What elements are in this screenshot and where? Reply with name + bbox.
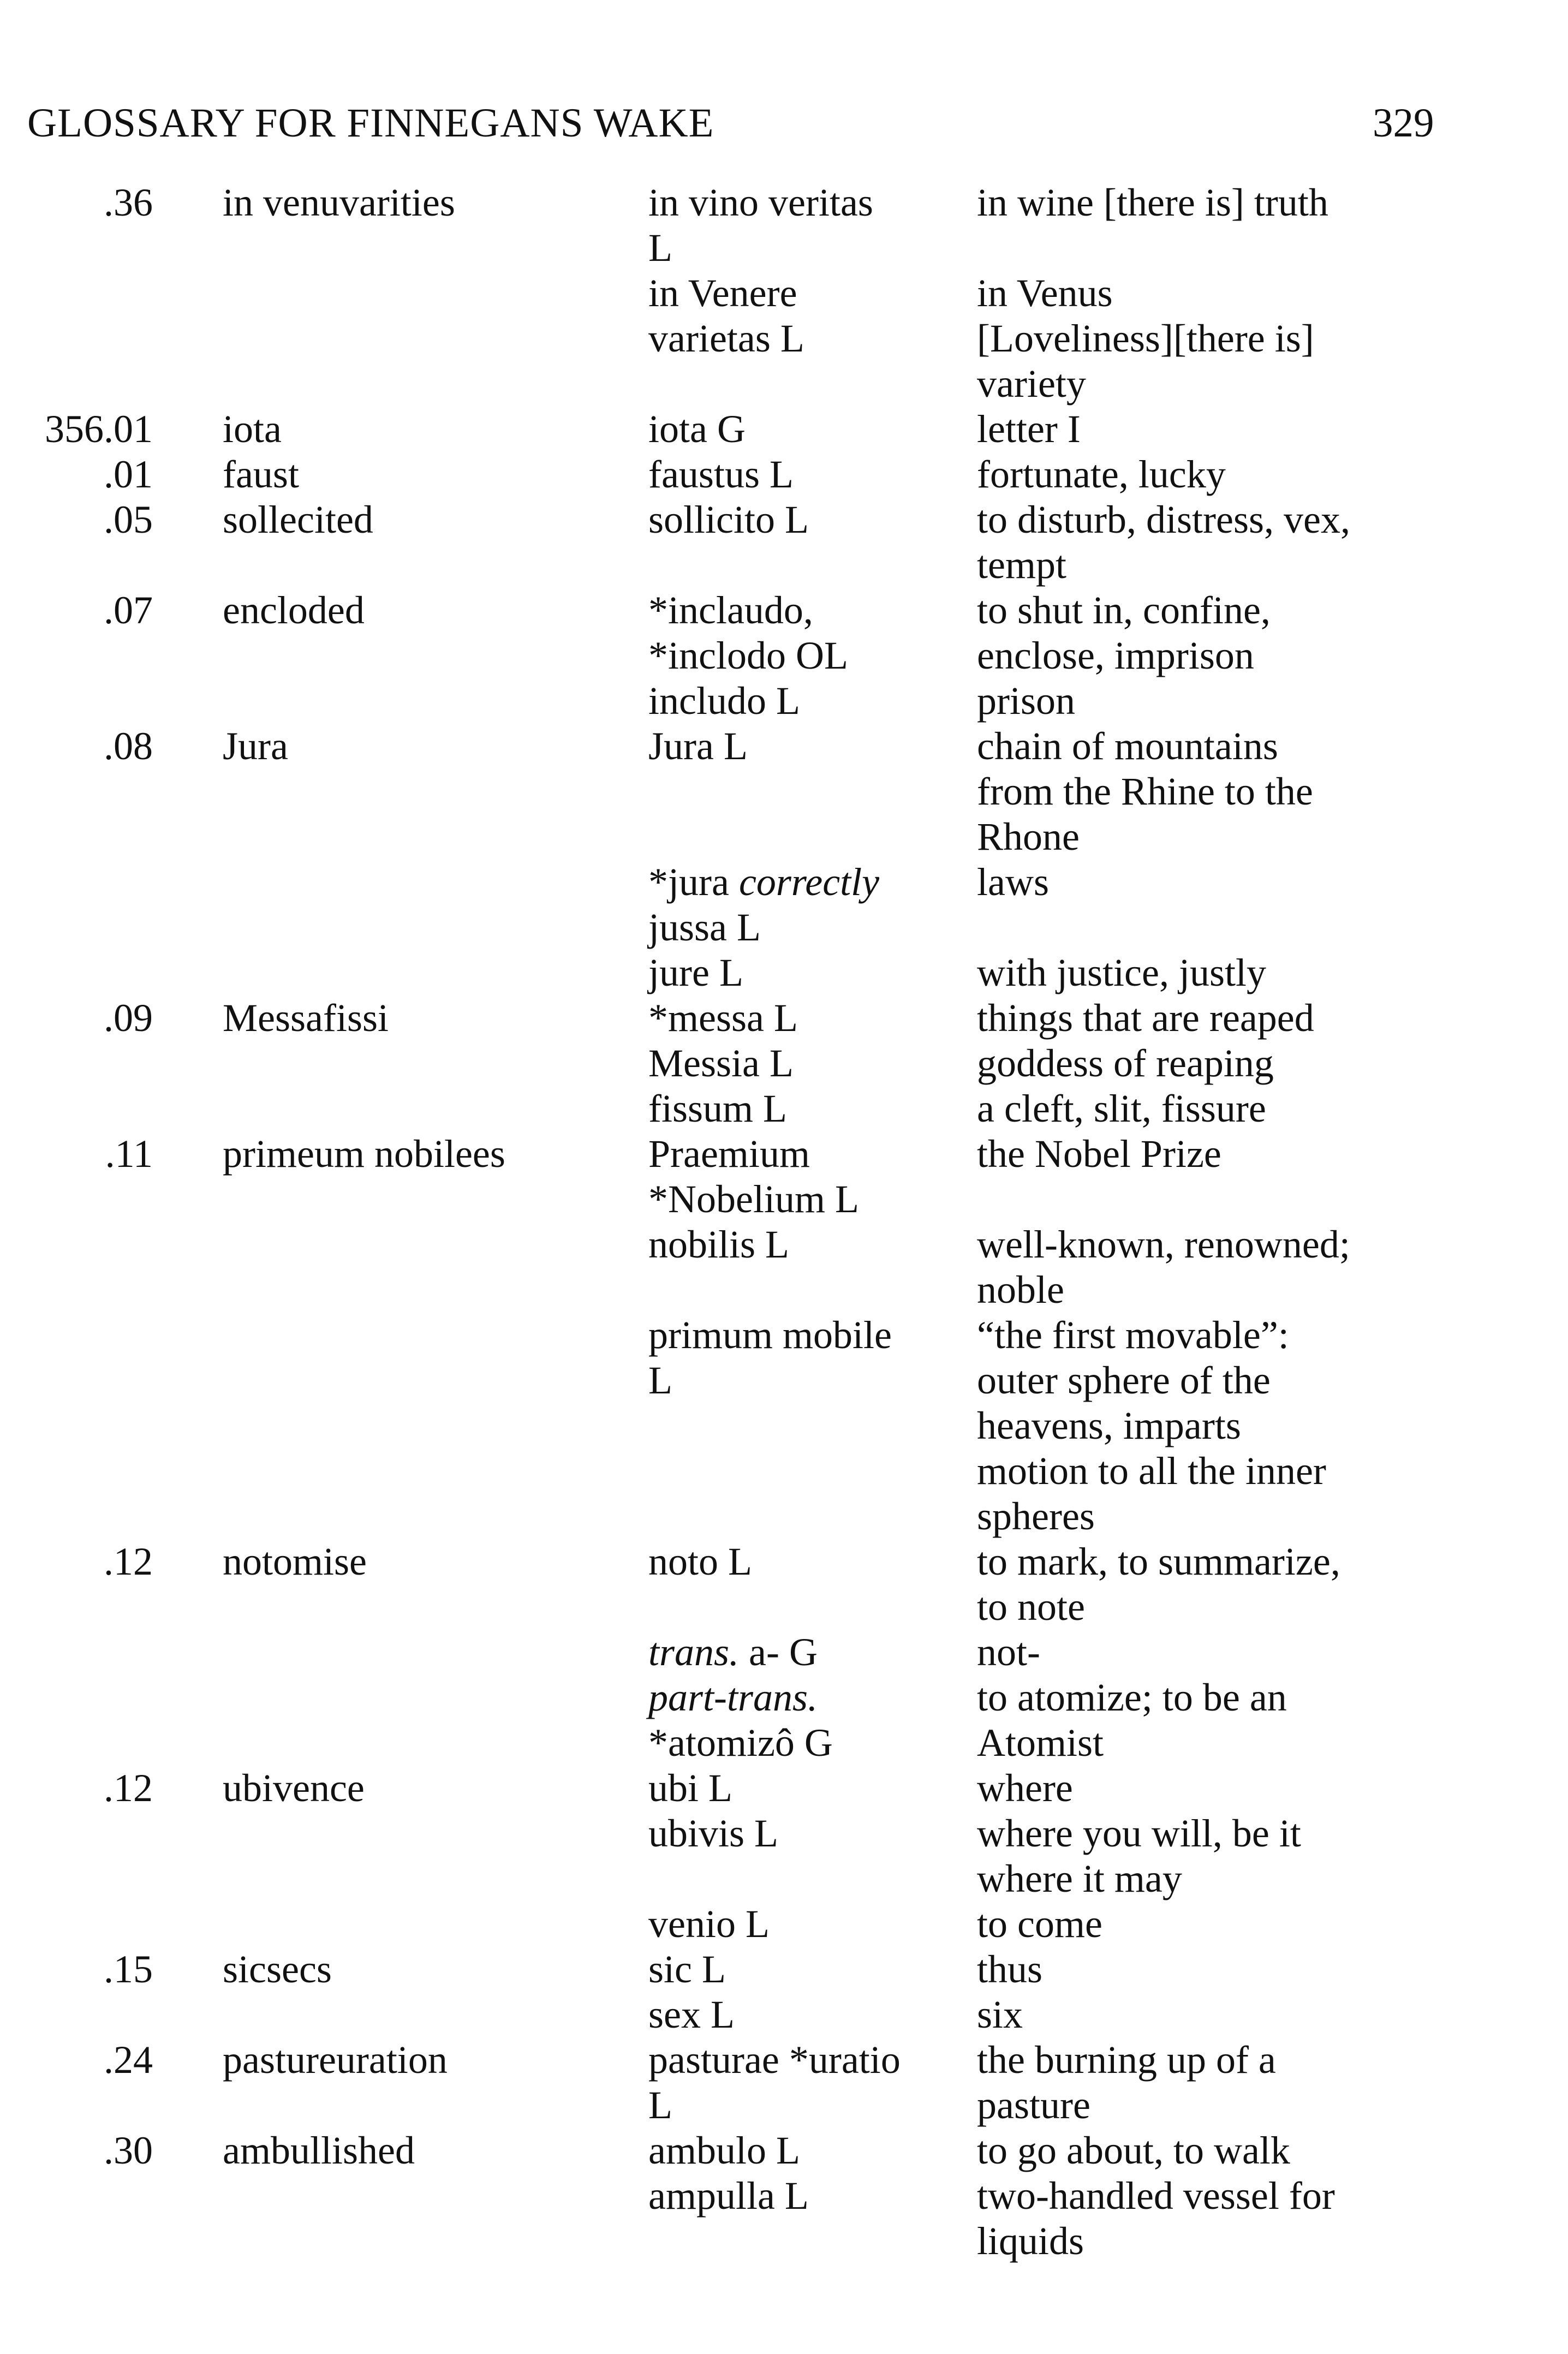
source-line <box>648 769 879 814</box>
entry-source <box>648 1131 892 1403</box>
source-line: *atomizô G <box>648 1721 833 1765</box>
source-line: noto L <box>648 1540 752 1583</box>
gloss-line <box>977 1177 1350 1222</box>
source-line: primum mobile <box>648 1313 892 1357</box>
gloss-line: “the first movable”: <box>977 1313 1289 1357</box>
entry-source <box>648 2128 809 2219</box>
source-line: trans. a- G <box>648 1630 818 1674</box>
source-line <box>648 814 879 860</box>
source-line: sex L <box>648 1993 735 2036</box>
source-line: venio L <box>648 1902 770 1946</box>
entry-word: primeum nobilees <box>223 1132 505 1176</box>
gloss-line: tempt <box>977 543 1066 587</box>
source-line: faustus L <box>648 452 794 496</box>
entry-source <box>648 588 848 724</box>
source-line: Jura L <box>648 724 748 768</box>
source-line: includo L <box>648 679 800 723</box>
entry-reference: .05 <box>104 498 153 541</box>
source-line: jure L <box>648 951 743 994</box>
source-line: L <box>648 1358 672 1402</box>
gloss-line: the Nobel Prize <box>977 1132 1221 1176</box>
entry-gloss <box>977 2128 1335 2264</box>
gloss-line: from the Rhine to the <box>977 770 1313 813</box>
gloss-line: six <box>977 1993 1023 2036</box>
entry-source <box>648 452 794 497</box>
entry-gloss <box>977 407 1081 452</box>
source-line: in Venere <box>648 271 797 315</box>
source-line: sollicito L <box>648 498 809 541</box>
gloss-line: with justice, justly <box>977 951 1266 994</box>
source-line: ampulla L <box>648 2174 809 2218</box>
gloss-line: spheres <box>977 1494 1095 1538</box>
gloss-line: not- <box>977 1630 1040 1674</box>
entry-reference: 356.01 <box>45 407 153 451</box>
entry-gloss <box>977 452 1226 497</box>
source-line: ambulo L <box>648 2129 800 2172</box>
source-line: L <box>648 226 672 270</box>
entry-word: Jura <box>223 724 288 768</box>
source-line: nobilis L <box>648 1223 790 1266</box>
source-line: fissum L <box>648 1087 788 1130</box>
entry-word: in venuvarities <box>223 181 455 224</box>
entry-reference: .09 <box>104 996 153 1040</box>
gloss-line: where it may <box>977 1857 1182 1900</box>
entry-source <box>648 1766 778 1947</box>
gloss-line: in wine [there is] truth <box>977 181 1328 224</box>
source-line <box>648 1584 833 1630</box>
source-line: *jura correctly <box>648 860 880 904</box>
source-line: sic L <box>648 1947 726 1991</box>
entry-reference: .12 <box>104 1766 153 1810</box>
entry-gloss <box>977 996 1314 1131</box>
gloss-line: variety <box>977 362 1086 406</box>
entry-gloss <box>977 1131 1350 1539</box>
source-line: pasturae *uratio <box>648 2038 901 2082</box>
entry-source <box>648 724 879 996</box>
gloss-line: heavens, imparts <box>977 1404 1241 1447</box>
entry-gloss <box>977 180 1328 407</box>
entry-reference: .24 <box>104 2038 153 2082</box>
entry-reference: .07 <box>104 588 153 632</box>
source-line: Praemium <box>648 1132 810 1176</box>
source-line: ubi L <box>648 1766 732 1810</box>
gloss-line: letter I <box>977 407 1081 451</box>
entry-word: ambullished <box>223 2129 415 2172</box>
gloss-line: prison <box>977 679 1075 723</box>
gloss-line: motion to all the inner <box>977 1449 1326 1493</box>
gloss-line: to come <box>977 1902 1102 1946</box>
gloss-line: things that are reaped <box>977 996 1314 1040</box>
source-line: in vino veritas <box>648 181 873 224</box>
entry-gloss <box>977 1539 1340 1766</box>
running-header: GLOSSARY FOR FINNEGANS WAKE <box>27 100 714 146</box>
source-line <box>648 1267 892 1313</box>
gloss-line: in Venus <box>977 271 1113 315</box>
gloss-line: to shut in, confine, <box>977 588 1271 632</box>
gloss-line: fortunate, lucky <box>977 452 1226 496</box>
gloss-line: Atomist <box>977 1721 1104 1765</box>
entry-reference: .36 <box>104 181 153 224</box>
gloss-line: to atomize; to be an <box>977 1676 1287 1719</box>
entry-source <box>648 497 809 543</box>
gloss-line: the burning up of a <box>977 2038 1276 2082</box>
gloss-line: to go about, to walk <box>977 2129 1290 2172</box>
source-line: ubivis L <box>648 1811 779 1855</box>
gloss-line: where you will, be it <box>977 1811 1301 1855</box>
source-line: *messa L <box>648 996 798 1040</box>
entry-source <box>648 996 798 1131</box>
page-number: 329 <box>1373 100 1434 146</box>
entry-gloss <box>977 724 1313 996</box>
entry-reference: .12 <box>104 1540 153 1583</box>
source-line: L <box>648 2083 672 2127</box>
gloss-line: thus <box>977 1947 1043 1991</box>
entry-reference: .11 <box>105 1132 153 1176</box>
gloss-line: noble <box>977 1268 1064 1312</box>
gloss-line <box>977 905 1313 950</box>
source-line: part-trans. <box>648 1676 818 1719</box>
gloss-line: to disturb, distress, vex, <box>977 498 1350 541</box>
entry-gloss <box>977 1766 1301 1947</box>
entry-reference: .15 <box>104 1947 153 1991</box>
source-line: *inclodo OL <box>648 634 848 677</box>
entry-reference: .01 <box>104 452 153 496</box>
entry-word: ubivence <box>223 1766 365 1810</box>
entry-gloss <box>977 497 1350 588</box>
entry-source <box>648 1947 735 2037</box>
source-line: Messia L <box>648 1041 794 1085</box>
entry-reference: .08 <box>104 724 153 768</box>
source-line: *Nobelium L <box>648 1177 859 1221</box>
entry-gloss <box>977 1947 1042 2037</box>
entry-word: Messafissi <box>223 996 389 1040</box>
source-line: *inclaudo, <box>648 588 813 632</box>
source-line <box>648 1856 778 1902</box>
entry-word: pastureuration <box>223 2038 448 2082</box>
entry-word: sicsecs <box>223 1947 332 1991</box>
gloss-line: chain of mountains <box>977 724 1278 768</box>
gloss-line: to note <box>977 1585 1085 1629</box>
gloss-line: where <box>977 1766 1073 1810</box>
gloss-line: laws <box>977 860 1049 904</box>
entry-source <box>648 180 873 361</box>
gloss-line <box>977 225 1328 271</box>
gloss-line: pasture <box>977 2083 1090 2127</box>
gloss-line: enclose, imprison <box>977 634 1254 677</box>
entry-word: faust <box>223 452 299 496</box>
source-line: iota G <box>648 407 746 451</box>
source-line: varietas L <box>648 317 804 360</box>
source-line: jussa L <box>648 905 761 949</box>
entry-source <box>648 2037 901 2128</box>
gloss-line: outer sphere of the <box>977 1358 1271 1402</box>
gloss-line: to mark, to summarize, <box>977 1540 1340 1583</box>
gloss-line: two-handled vessel for <box>977 2174 1335 2218</box>
gloss-line: goddess of reaping <box>977 1041 1274 1085</box>
entry-gloss <box>977 588 1271 724</box>
entry-word: notomise <box>223 1540 367 1583</box>
entry-source <box>648 407 746 452</box>
gloss-line: a cleft, slit, fissure <box>977 1087 1266 1130</box>
entry-word: sollecited <box>223 498 373 541</box>
gloss-line: well-known, renowned; <box>977 1223 1350 1266</box>
gloss-line: Rhone <box>977 815 1080 859</box>
entry-source <box>648 1539 833 1766</box>
entry-gloss <box>977 2037 1276 2128</box>
gloss-line: [Loveliness][there is] <box>977 317 1314 360</box>
entry-word: iota <box>223 407 282 451</box>
entry-word: encloded <box>223 588 365 632</box>
gloss-line: liquids <box>977 2219 1084 2263</box>
entry-reference: .30 <box>104 2129 153 2172</box>
